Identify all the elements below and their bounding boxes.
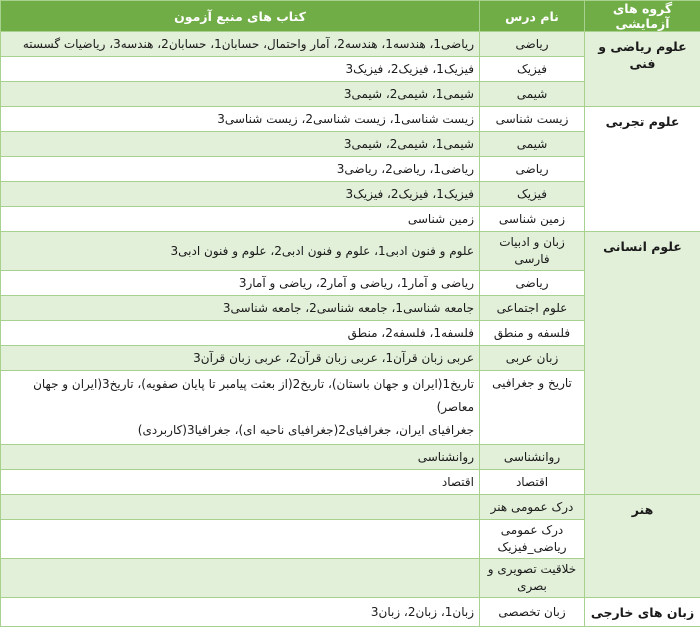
books-cell bbox=[1, 520, 480, 559]
books-cell: ریاضی1، هندسه1، هندسه2، آمار واحتمال، حسابان1، حسابان2، هندسه3، ریاضیات گسسته bbox=[1, 32, 480, 57]
books-cell bbox=[1, 495, 480, 520]
table-row bbox=[1, 32, 700, 57]
books-cell: ریاضی و آمار1، ریاضی و آمار2، ریاضی و آمار3 bbox=[1, 271, 480, 296]
group-humanities: علوم انسانی bbox=[585, 232, 700, 495]
subject-cell: زیست شناسی bbox=[480, 107, 585, 132]
table-row bbox=[1, 598, 700, 627]
subject-cell: خلاقیت تصویری و بصری bbox=[480, 559, 585, 598]
subject-cell: ریاضی bbox=[480, 157, 585, 182]
books-cell: شیمی1، شیمی2، شیمی3 bbox=[1, 82, 480, 107]
subject-cell: درک عمومی هنر bbox=[480, 495, 585, 520]
header-group: گروه های آزمایشی bbox=[585, 1, 700, 32]
books-cell: اقتصاد bbox=[1, 470, 480, 495]
books-cell: جامعه شناسی1، جامعه شناسی2، جامعه شناسی3 bbox=[1, 296, 480, 321]
subject-cell: اقتصاد bbox=[480, 470, 585, 495]
group-art: هنر bbox=[585, 495, 700, 598]
subject-cell: علوم اجتماعی bbox=[480, 296, 585, 321]
subject-cell: درک عمومی ریاضی_فیزیک bbox=[480, 520, 585, 559]
header-subject: نام درس bbox=[480, 1, 585, 32]
subject-cell: شیمی bbox=[480, 82, 585, 107]
table-row bbox=[1, 232, 700, 271]
group-math: علوم ریاضی و فنی bbox=[585, 32, 700, 107]
subject-cell: شیمی bbox=[480, 132, 585, 157]
table-row bbox=[1, 107, 700, 132]
group-languages: زبان های خارجی bbox=[585, 598, 700, 627]
books-line: تاریخ1(ایران و جهان باستان)، تاریخ2(از بعثت پیامبر تا پایان صفویه)، تاریخ3(ایران و جهان معاصر) bbox=[6, 373, 474, 419]
books-line: جغرافیای ایران، جغرافیای2(جغرافیای ناحیه ای)، جغرافیا3(کاربردی) bbox=[6, 419, 474, 442]
header-books: کتاب های منبع آزمون bbox=[1, 1, 480, 32]
subject-cell: ریاضی bbox=[480, 32, 585, 57]
books-cell: ریاضی1، ریاضی2، ریاضی3 bbox=[1, 157, 480, 182]
books-cell bbox=[1, 371, 480, 445]
subject-cell: فیزیک bbox=[480, 182, 585, 207]
subject-cell: فلسفه و منطق bbox=[480, 321, 585, 346]
subject-cell: تاریخ و جغرافیی bbox=[480, 371, 585, 445]
table-row bbox=[1, 495, 700, 520]
subject-cell: زبان عربی bbox=[480, 346, 585, 371]
books-cell: شیمی1، شیمی2، شیمی3 bbox=[1, 132, 480, 157]
subject-cell: ریاضی bbox=[480, 271, 585, 296]
subject-cell: زمین شناسی bbox=[480, 207, 585, 232]
books-cell: علوم و فنون ادبی1، علوم و فنون ادبی2، علوم و فنون ادبی3 bbox=[1, 232, 480, 271]
subject-cell: روانشناسی bbox=[480, 445, 585, 470]
books-cell: فیزیک1، فیزیک2، فیزیک3 bbox=[1, 182, 480, 207]
books-cell: زیست شناسی1، زیست شناسی2، زیست شناسی3 bbox=[1, 107, 480, 132]
books-cell: فلسفه1، فلسفه2، منطق bbox=[1, 321, 480, 346]
books-cell: فیزیک1، فیزیک2، فیزیک3 bbox=[1, 57, 480, 82]
group-experimental: علوم تجربی bbox=[585, 107, 700, 232]
header-row bbox=[1, 1, 700, 32]
subject-cell: فیزیک bbox=[480, 57, 585, 82]
subject-cell: زبان تخصصی bbox=[480, 598, 585, 627]
books-cell: زمین شناسی bbox=[1, 207, 480, 232]
books-cell: روانشناسی bbox=[1, 445, 480, 470]
books-cell bbox=[1, 559, 480, 598]
books-cell: زبان1، زبان2، زبان3 bbox=[1, 598, 480, 627]
books-cell: عربی زبان قرآن1، عربی زبان قرآن2، عربی زبان قرآن3 bbox=[1, 346, 480, 371]
subject-cell: زبان و ادبیات فارسی bbox=[480, 232, 585, 271]
